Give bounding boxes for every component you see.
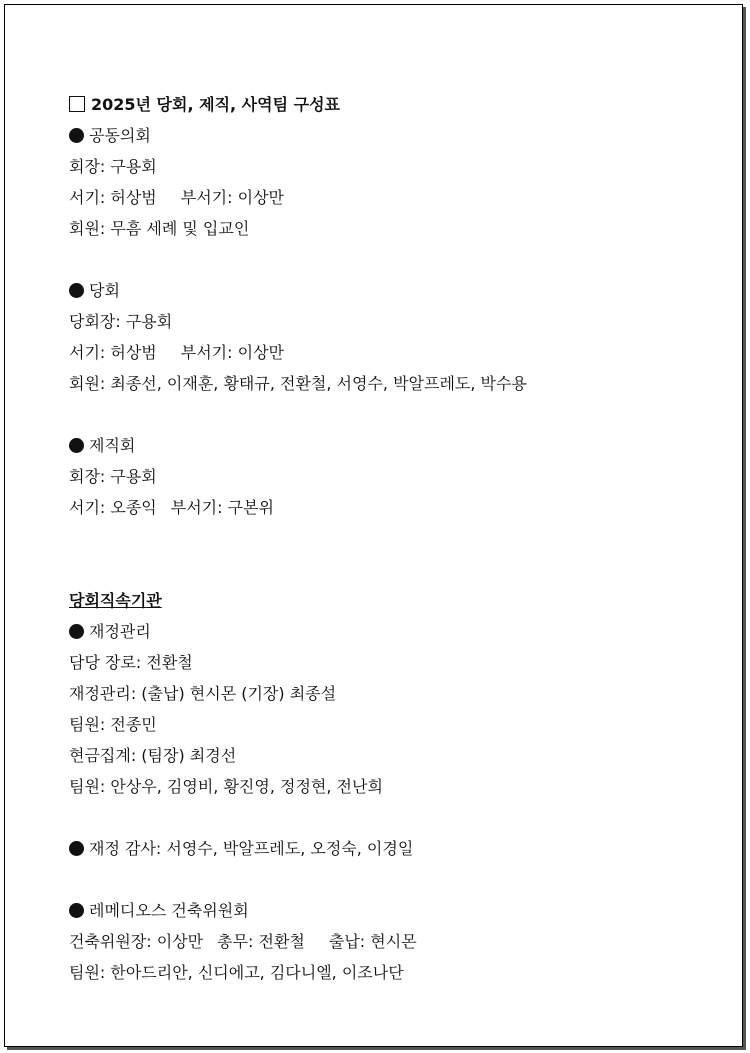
- finance-team-1: 팀원: 전종민: [69, 715, 157, 734]
- bullet-dot-icon: [69, 283, 84, 298]
- session-members: 회원: 최종선, 이재훈, 황태규, 전환철, 서영수, 박알프레도, 박수용: [69, 374, 527, 393]
- remedios-officers-line: [69, 926, 729, 957]
- bullet-dot-icon: [69, 624, 84, 639]
- officers-chair: 회장: 구용회: [69, 467, 157, 486]
- finance-heading-line: [69, 616, 729, 647]
- remedios-chair: 건축위원장: 이상만: [69, 932, 204, 951]
- session-chair: 당회장: 구용회: [69, 312, 173, 331]
- remedios-general: 총무: 전환철: [217, 932, 305, 951]
- finance-heading: 재정관리: [89, 622, 151, 641]
- session-heading-line: [69, 275, 729, 306]
- remedios-heading: 레메디오스 건축위원회: [89, 901, 249, 920]
- checkbox-square-icon: [69, 96, 85, 112]
- joint-members: 회원: 무흠 세례 및 입교인: [69, 219, 250, 238]
- document-page: [4, 4, 743, 1047]
- joint-vice-secretary: 부서기: 이상만: [180, 188, 284, 207]
- officers-vice-secretary: 부서기: 구본위: [170, 498, 274, 517]
- officers-heading: 제직회: [89, 436, 136, 455]
- finance-elder: 담당 장로: 전환철: [69, 653, 193, 672]
- finance-management: 재정관리: (출납) 현시몬 (기장) 최종설: [69, 684, 337, 703]
- session-heading: 당회: [89, 281, 120, 300]
- bullet-dot-icon: [69, 841, 84, 856]
- finance-cash: 현금집계: (팀장) 최경선: [69, 746, 237, 765]
- remedios-heading-line: [69, 895, 729, 926]
- joint-heading-line: [69, 120, 729, 151]
- agencies-heading: 당회직속기관: [69, 591, 162, 610]
- document-title: 2025년 당회, 제직, 사역팀 구성표: [91, 95, 340, 114]
- remedios-treasurer: 출납: 현시몬: [328, 932, 417, 951]
- bullet-dot-icon: [69, 128, 84, 143]
- joint-heading: 공동의회: [89, 126, 151, 145]
- session-vice-secretary: 부서기: 이상만: [180, 343, 284, 362]
- audit-text: 재정 감사: 서영수, 박알프레도, 오정숙, 이경일: [89, 839, 414, 858]
- remedios-members: 팀원: 한아드리안, 신디에고, 김다니엘, 이조나단: [69, 963, 404, 982]
- document-content: [69, 89, 729, 988]
- joint-secretary: 서기: 허상범: [69, 188, 157, 207]
- officers-secretary-line: [69, 492, 729, 523]
- session-secretary: 서기: 허상범: [69, 343, 157, 362]
- bullet-dot-icon: [69, 438, 84, 453]
- joint-secretary-line: [69, 182, 729, 213]
- session-secretary-line: [69, 337, 729, 368]
- audit-line: [69, 833, 729, 864]
- joint-chair: 회장: 구용회: [69, 157, 157, 176]
- officers-heading-line: [69, 430, 729, 461]
- officers-secretary: 서기: 오종익: [69, 498, 157, 517]
- document-title-line: [69, 89, 729, 120]
- finance-team-2: 팀원: 안상우, 김영비, 황진영, 정정현, 전난희: [69, 777, 383, 796]
- bullet-dot-icon: [69, 903, 84, 918]
